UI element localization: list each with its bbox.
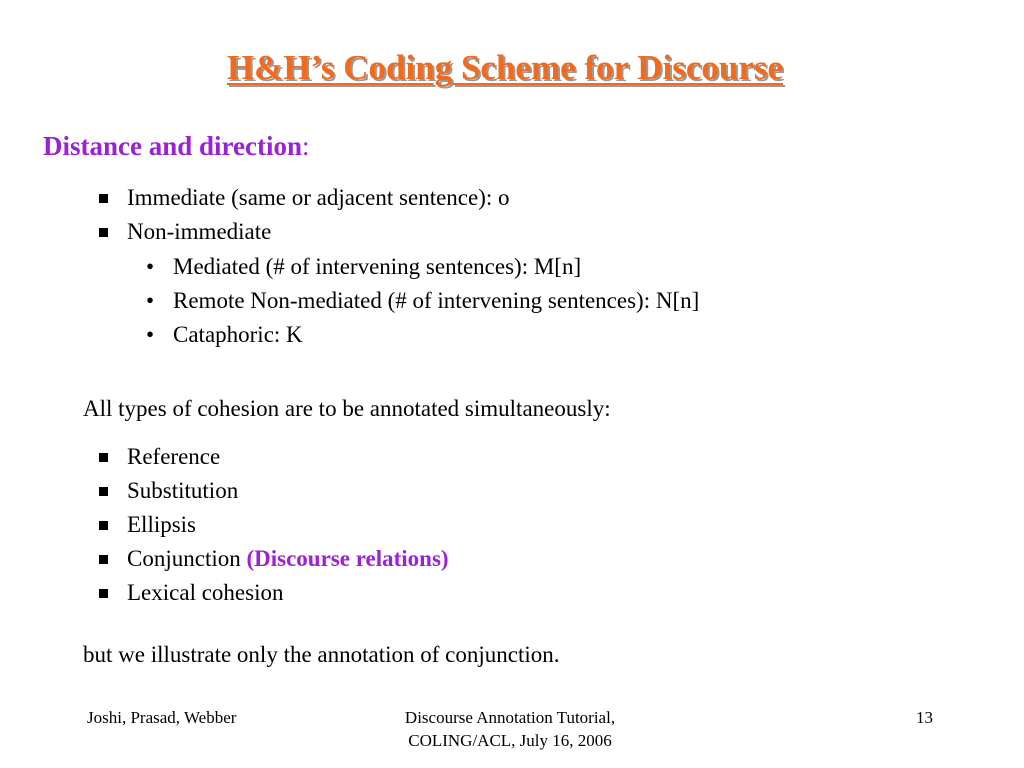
section-heading-colon: : [302,131,310,161]
square-bullet-icon [99,487,108,496]
list-item: Non-immediate [127,219,272,244]
square-bullet-icon [99,589,108,598]
discourse-relations-highlight: (Discourse relations) [246,546,449,571]
square-bullet-icon [99,555,108,564]
section-heading-distance [43,129,310,163]
section-heading-text: Distance and direction [43,131,303,161]
footer-event-line1: Discourse Annotation Tutorial, [404,708,616,727]
dot-bullet-icon: • [146,288,155,313]
sub-list-item: Mediated (# of intervening sentences): M[n] [173,254,582,279]
footer-event-line2: COLING/ACL, July 16, 2006 [408,731,612,750]
slide-title: H&H’s Coding Scheme for Discourse [226,48,784,87]
list-item: Immediate (same or adjacent sentence): o [127,185,510,210]
list-item [127,545,449,573]
list-item: Lexical cohesion [127,580,284,605]
cohesion-intro: All types of cohesion are to be annotated simultaneously: [83,396,611,421]
page-number: 13 [916,708,933,727]
square-bullet-icon [99,228,108,237]
closing-text: but we illustrate only the annotation of conjunction. [83,642,560,667]
list-item-label: Conjunction [127,546,241,571]
list-item: Ellipsis [127,512,197,537]
square-bullet-icon [99,194,108,203]
square-bullet-icon [99,521,108,530]
sub-list-item: Remote Non-mediated (# of intervening sentences): N[n] [173,288,700,313]
list-item: Reference [127,444,221,469]
sub-list-item: Cataphoric: K [173,322,303,347]
dot-bullet-icon: • [146,254,155,279]
dot-bullet-icon: • [146,322,155,347]
square-bullet-icon [99,453,108,462]
footer-authors: Joshi, Prasad, Webber [87,708,237,727]
footer-event [360,706,660,752]
list-item: Substitution [127,478,239,503]
